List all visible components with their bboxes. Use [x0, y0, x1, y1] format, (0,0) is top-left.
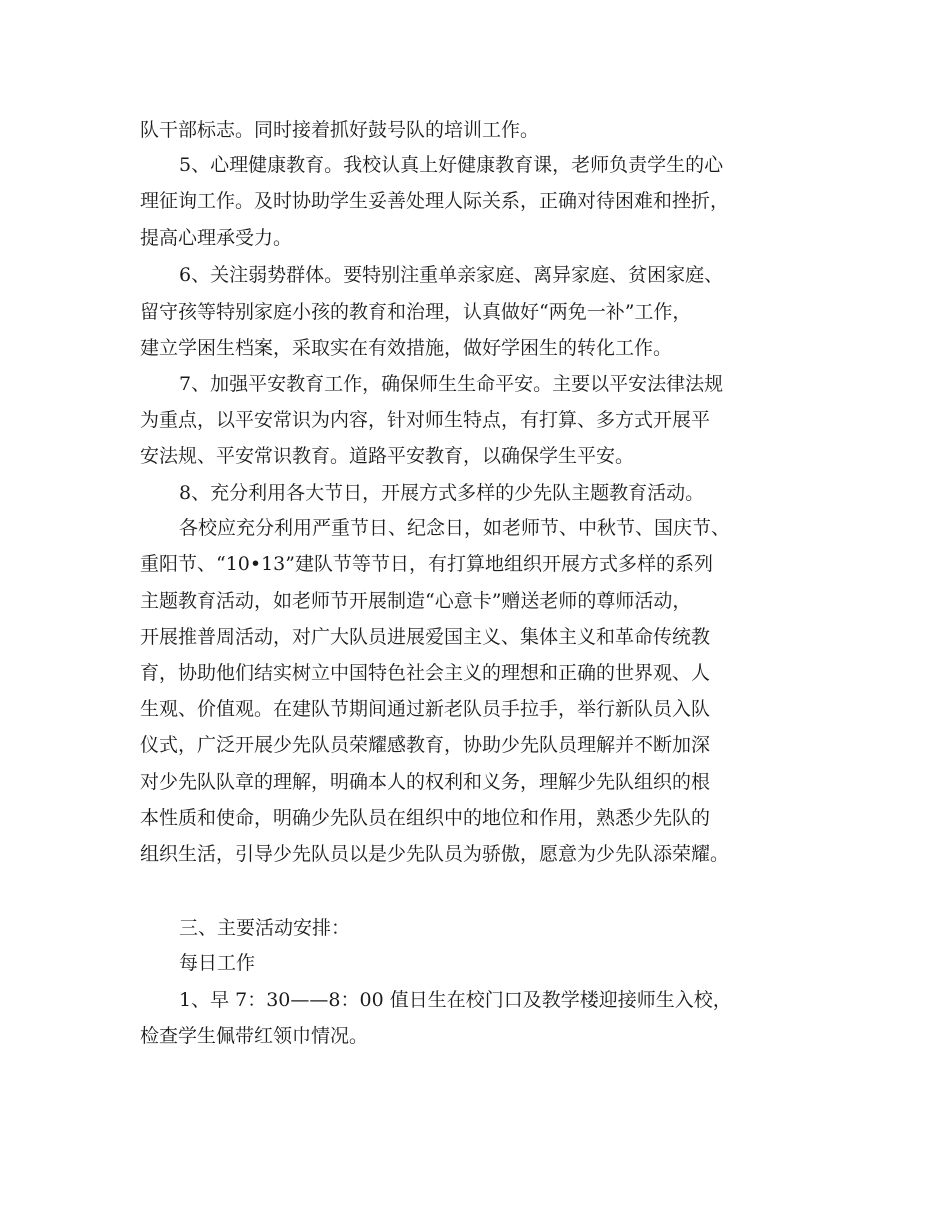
text-line: 队干部标志。同时接着抓好鼓号队的培训工作。 — [140, 119, 540, 141]
text-line: 育，协助他们结实树立中国特色社会主义的理想和正确的世界观、人 — [140, 662, 711, 684]
text-line: 检查学生佩带红领巾情况。 — [140, 1025, 369, 1047]
text-line: 建立学困生档案，采取实在有效措施，做好学困生的转化工作。 — [140, 337, 673, 359]
text-line: 每日工作 — [179, 952, 256, 974]
text-line: 主题教育活动，如老师节开展制造“心意卡”赠送老师的尊师活动， — [140, 590, 692, 612]
text-line: 为重点，以平安常识为内容，针对师生特点，有打算、多方式开展平 — [140, 409, 711, 431]
text-line: 组织生活，引导少先队员以是少先队员为骄傲，愿意为少先队添荣耀。 — [140, 843, 730, 865]
text-line: 开展推普周活动，对广大队员进展爱国主义、集体主义和革命传统教 — [140, 626, 711, 648]
text-line: 8、充分利用各大节日，开展方式多样的少先队主题教育活动。 — [179, 482, 705, 504]
text-line: 对少先队队章的理解，明确本人的权利和义务，理解少先队组织的根 — [140, 771, 711, 793]
text-line: 仪式，广泛开展少先队员荣耀感教育，协助少先队员理解并不断加深 — [140, 734, 711, 756]
text-line: 本性质和使命，明确少先队员在组织中的地位和作用，熟悉少先队的 — [140, 807, 711, 829]
text-line: 理征询工作。及时协助学生妥善处理人际关系，正确对待困难和挫折， — [140, 190, 730, 212]
text-line: 生观、价值观。在建队节期间通过新老队员手拉手，举行新队员入队 — [140, 698, 711, 720]
text-line: 7、加强平安教育工作，确保师生生命平安。主要以平安法律法规 — [179, 373, 724, 395]
text-line: 重阳节、“10•13”建队节等节日，有打算地组织开展方式多样的系列 — [140, 553, 713, 575]
text-line: 提高心理承受力。 — [140, 227, 293, 249]
text-line: 留守孩等特别家庭小孩的教育和治理，认真做好“两免一补”工作， — [140, 301, 692, 323]
text-line: 安法规、平安常识教育。道路平安教育，以确保学生平安。 — [140, 445, 635, 467]
text-line: 1、早 7：30——8：00 值日生在校门口及教学楼迎接师生入校， — [179, 989, 732, 1011]
text-line: 6、关注弱势群体。要特别注重单亲家庭、离异家庭、贫困家庭、 — [179, 264, 724, 286]
section-heading: 三、主要活动安排： — [179, 917, 351, 939]
text-line: 各校应充分利用严重节日、纪念日，如老师节、中秋节、国庆节、 — [179, 517, 731, 539]
text-line: 5、心理健康教育。我校认真上好健康教育课，老师负责学生的心 — [179, 154, 724, 176]
